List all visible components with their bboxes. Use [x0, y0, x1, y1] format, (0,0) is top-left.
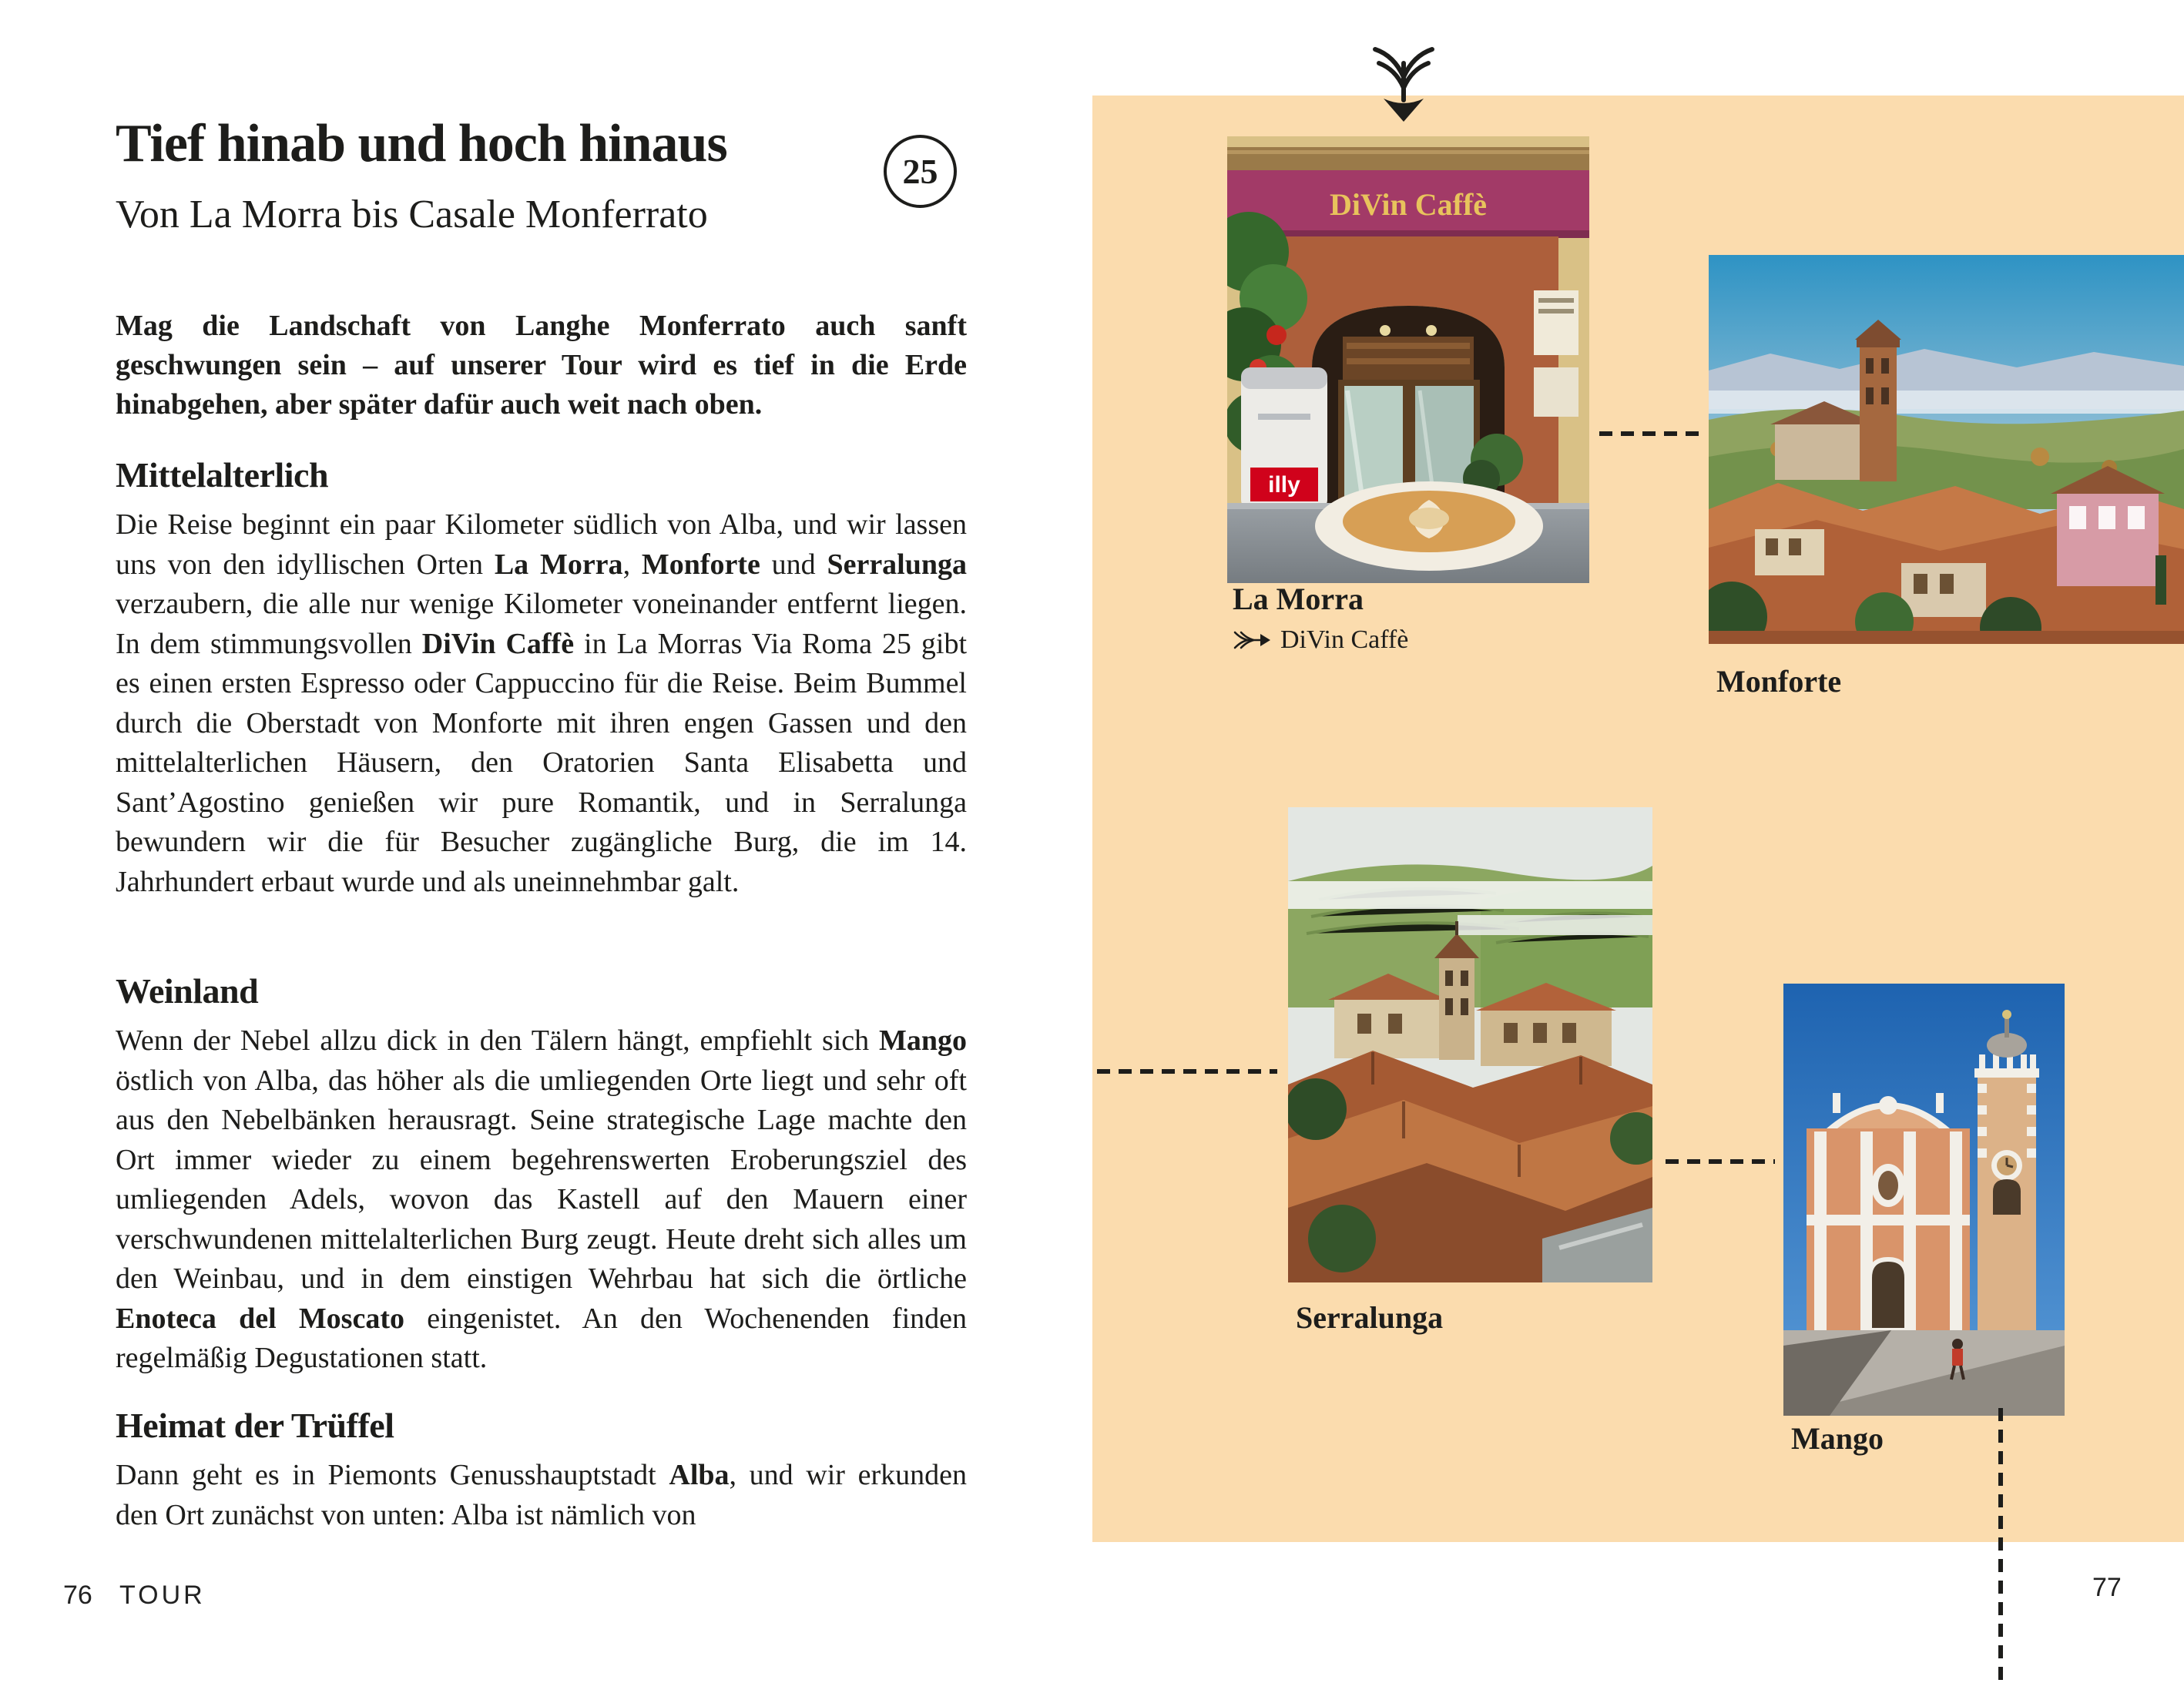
- illy-logo: illy: [1268, 472, 1300, 498]
- photo-monforte: [1709, 255, 2184, 644]
- connector-serralunga-mango: [1666, 1159, 1775, 1164]
- page-number-left: 76: [63, 1581, 92, 1610]
- connector-vertical-mango: [1998, 1408, 2003, 1683]
- section-body-mittelalterlich: Die Reise beginnt ein paar Kilometer südlich von Alba, und wir lassen uns von den idyllischen Orten La Morra, Monforte und Serralunga verzaubern, die alle nur wenige Kilometer voneinander entfernt liegen. In dem stimmungsvollen DiVin Caffè in La Morras Via Roma 25 gibt es einen ersten Espresso oder Cappuccino für die Reise. Beim Bummel durch die Oberstadt von Monforte mit ihren engen Gassen und den mittelalterlichen Häusern, den Oratorien Santa Elisabetta und Sant’Agostino genießen wir pure Romantik, und in Serralunga bewundern wir die für Besucher zugängliche Burg, die im 14. Jahrhundert erbaut wurde und als uneinnehmbar galt.: [116, 508, 968, 898]
- subcaption-text: DiVin Caffè: [1280, 625, 1409, 654]
- page-number-right: 77: [2092, 1573, 2122, 1602]
- photo-serralunga: [1288, 807, 1652, 1282]
- caption-serralunga: Serralunga: [1296, 1300, 1444, 1335]
- section-body-heimat-der-trueffel: Dann geht es in Piemonts Genusshauptstadt Alba, und wir erkunden den Ort zunächst von unten: Alba ist nämlich von: [116, 1459, 967, 1531]
- intro-paragraph: Mag die Landschaft von Langhe Monferrato auch sanft geschwungen sein – auf unserer Tour wird es tief in die Erde hinabgehen, aber später dafür auch weit nach oben.: [116, 310, 967, 421]
- fletched-arrow-right-icon: [1233, 629, 1271, 651]
- caption-mango: Mango: [1791, 1421, 1884, 1456]
- feather-arrow-down-icon: [1370, 32, 1438, 123]
- tour-number-badge: [884, 135, 957, 208]
- section-heading-heimat-der-trueffel: Heimat der Trüffel: [116, 1406, 394, 1445]
- section-body-weinland: Wenn der Nebel allzu dick in den Tälern hängt, empfiehlt sich Mango östlich von Alba, das höher als die umliegenden Orte liegt und sehr oft aus den Nebelbänken herausragt. Seine strategische Lage machte den Ort immer wieder zu einem begehrenswerten Eroberungsziel des umliegenden Adels, wovon das Kastell auf den Mauern einer verschwundenen mittelalterlichen Burg zeugt. Heute dreht sich alles um den Weinbau, und in dem einstigen Wehrbau hat sich die örtliche Enoteca del Moscato eingenistet. An den Wochenenden finden regelmäßig Degustationen statt.: [116, 1024, 967, 1374]
- subcaption-divin-caffe: [1233, 625, 1408, 655]
- photo-mango: [1783, 984, 2065, 1416]
- page-title: Tief hinab und hoch hinaus: [116, 114, 727, 173]
- section-heading-mittelalterlich: Mittelalterlich: [116, 455, 329, 495]
- tour-number: 25: [902, 152, 938, 191]
- page-subtitle: Von La Morra bis Casale Monferrato: [116, 193, 708, 236]
- cafe-sign-text: DiVin Caffè: [1329, 187, 1488, 222]
- connector-left-serralunga: [1097, 1069, 1277, 1074]
- footer-section-label: TOUR: [119, 1581, 206, 1610]
- connector-divin-monforte: [1599, 431, 1701, 436]
- section-heading-weinland: Weinland: [116, 971, 259, 1011]
- photo-la-morra-divin-caffe: [1227, 136, 1589, 583]
- caption-la-morra: La Morra: [1233, 582, 1364, 616]
- caption-monforte: Monforte: [1716, 664, 1842, 699]
